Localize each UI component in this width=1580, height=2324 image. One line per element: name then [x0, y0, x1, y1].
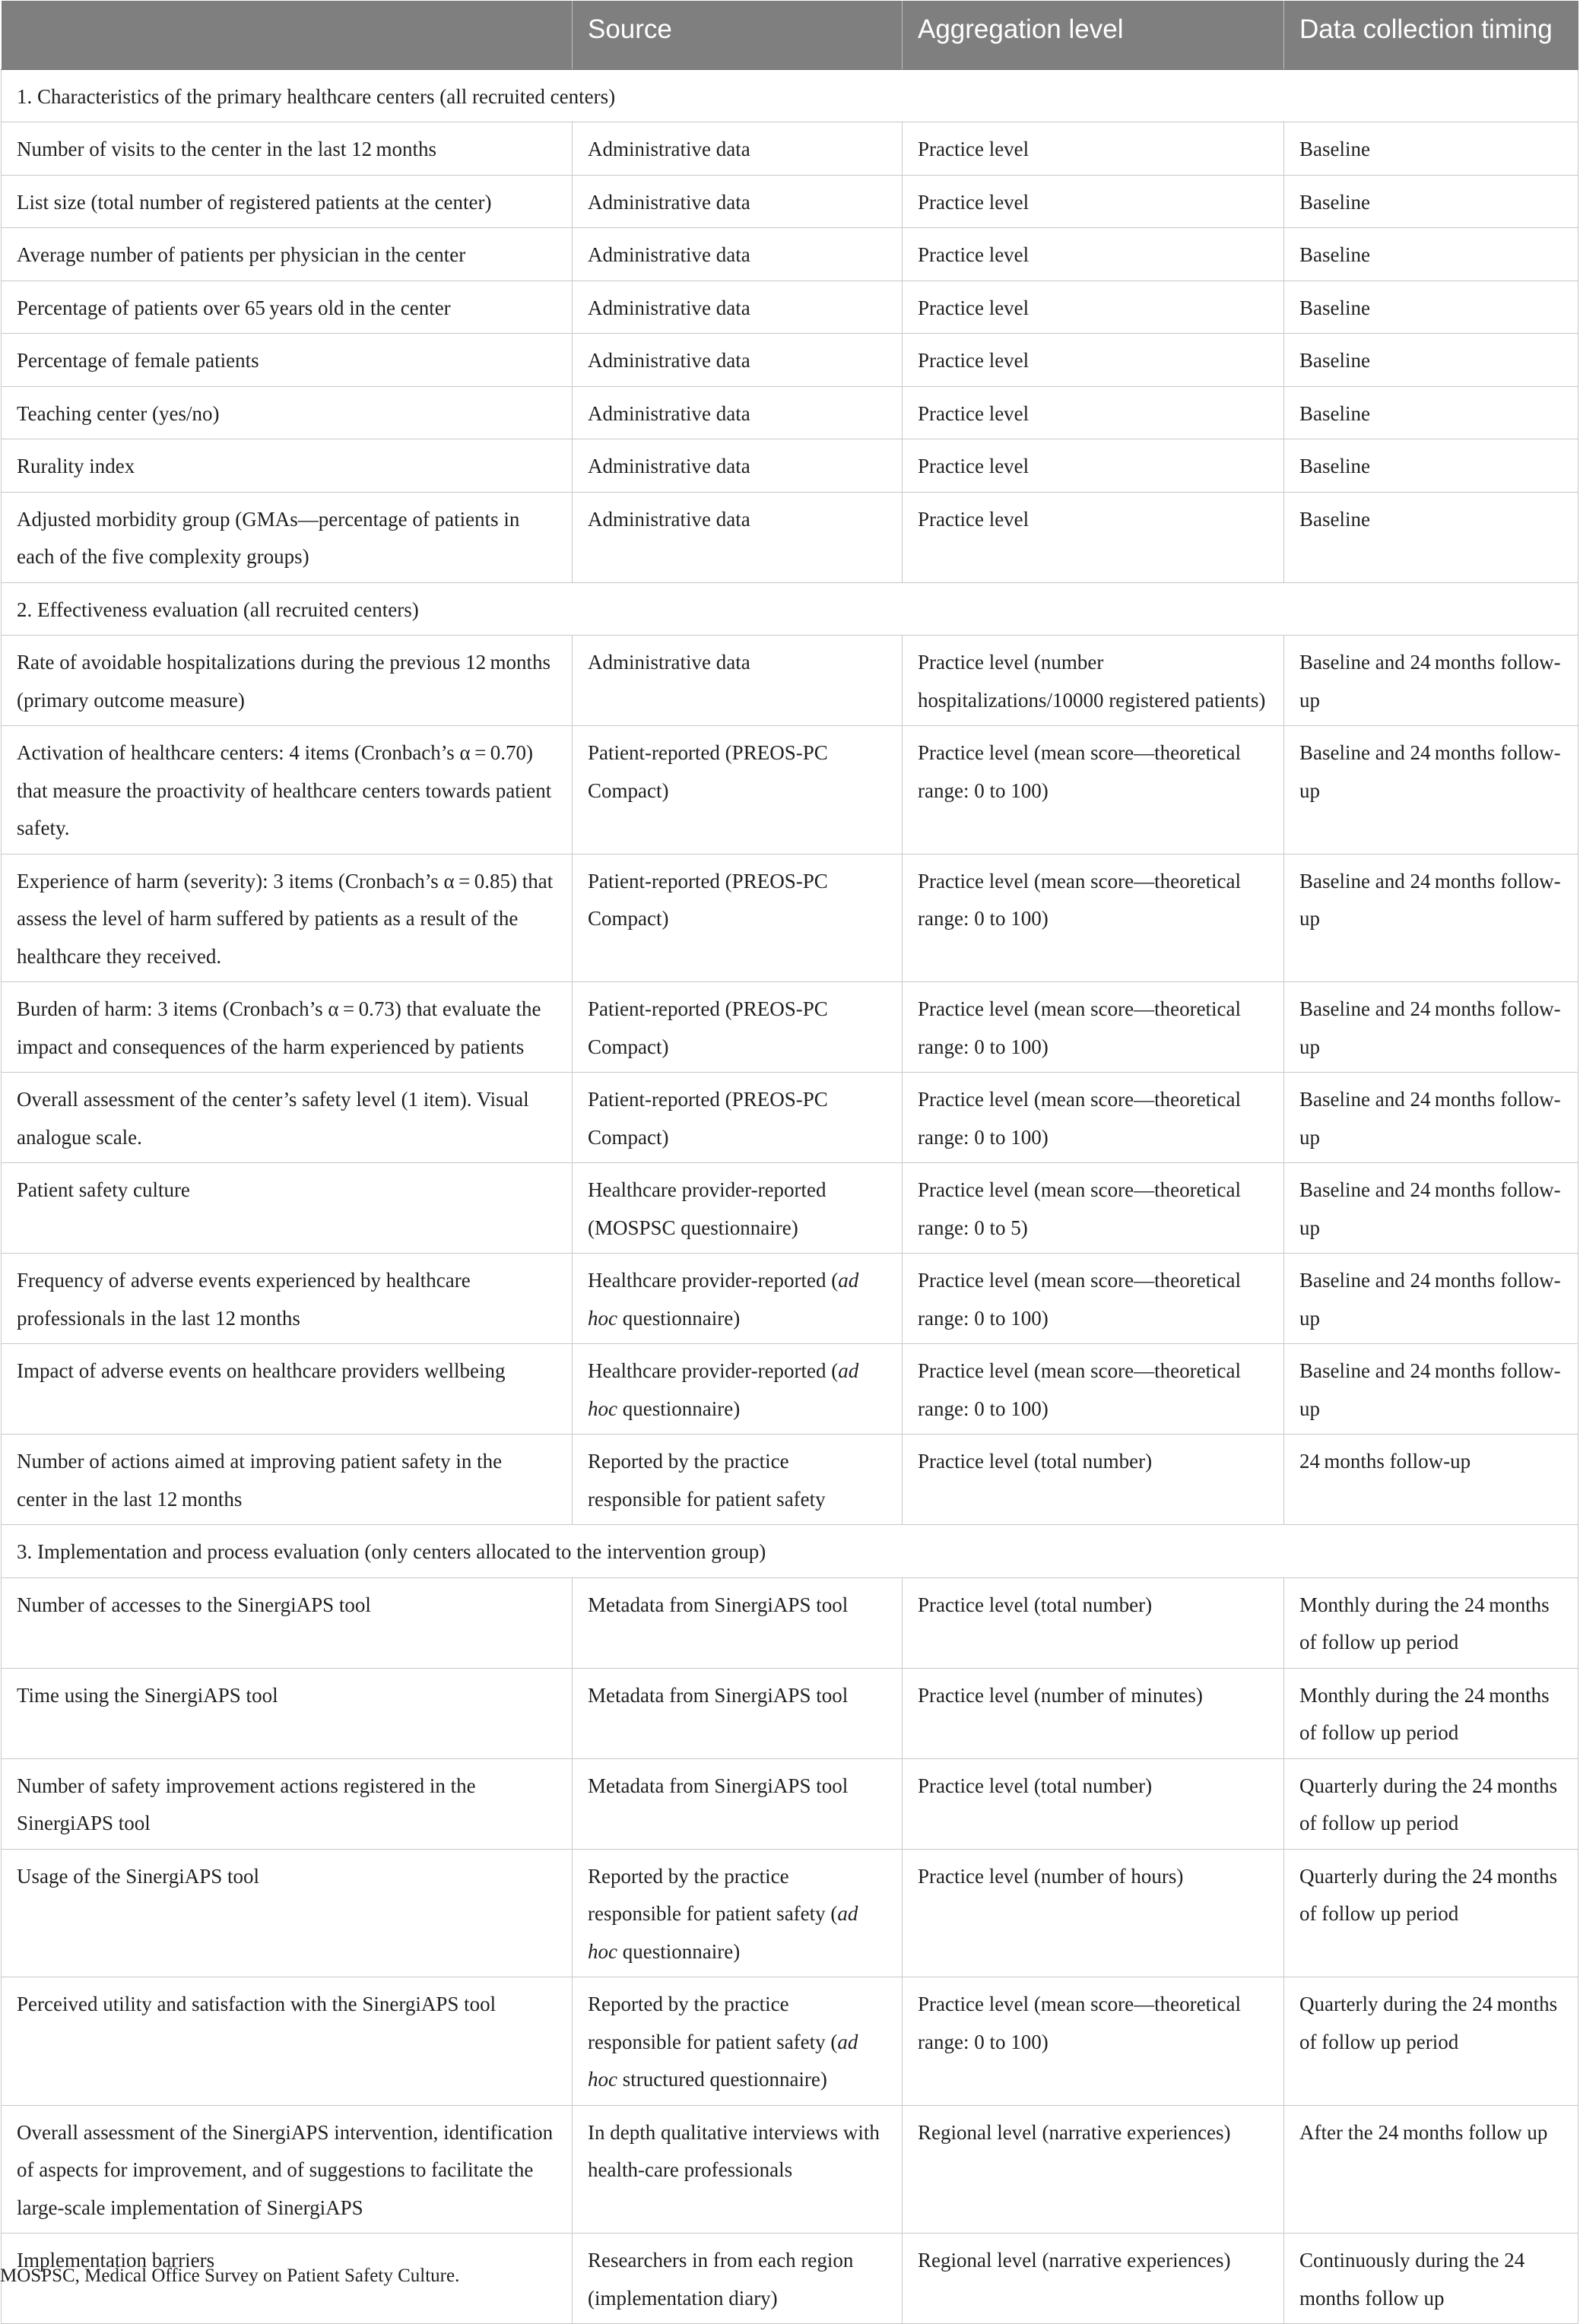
source-cell — [573, 1577, 903, 1668]
aggregation-level-cell: Regional level (narrative experiences) — [903, 2105, 1284, 2234]
aggregation-level-cell: Practice level (total number) — [903, 1758, 1284, 1849]
text-run: Patient safety culture — [17, 1178, 190, 1201]
collection-timing-cell: Continuously during the 24 months follow up — [1284, 2234, 1578, 2324]
source-cell — [573, 281, 903, 334]
aggregation-level-cell: Practice level — [903, 122, 1284, 176]
text-run: Average number of patients per physician in the center — [17, 243, 466, 266]
collection-timing-cell: Baseline and 24 months follow-up — [1284, 726, 1578, 854]
table-row — [2, 228, 1578, 281]
text-run: Metadata from SinergiAPS tool — [588, 1774, 849, 1797]
text-run: Administrative data — [588, 455, 750, 477]
table-row — [2, 726, 1578, 854]
variable-cell — [2, 982, 573, 1073]
text-run: Administrative data — [588, 243, 750, 266]
aggregation-level-cell: Practice level (total number) — [903, 1577, 1284, 1668]
collection-timing-cell: Monthly during the 24 months of follow up period — [1284, 1577, 1578, 1668]
text-run: Rate of avoidable hospitalizations during the previous 12 months (primary outcome measure) — [17, 651, 551, 712]
header-cell-source: Source — [573, 1, 903, 69]
collection-timing-cell: Baseline — [1284, 281, 1578, 334]
section-row — [2, 1525, 1578, 1578]
variable-cell — [2, 1435, 573, 1525]
variable-cell — [2, 1254, 573, 1344]
collection-timing-cell: Baseline and 24 months follow-up — [1284, 1344, 1578, 1435]
text-run: Time using the SinergiAPS tool — [17, 1683, 278, 1707]
source-cell — [573, 1849, 903, 1977]
text-run: Patient-reported (PREOS-PC Compact) — [588, 1088, 828, 1149]
text-run: Healthcare provider-reported (MOSPSC questionnaire) — [588, 1178, 826, 1239]
table-row — [2, 281, 1578, 334]
source-cell — [573, 2105, 903, 2234]
variable-cell — [2, 492, 573, 582]
table-row — [2, 175, 1578, 228]
source-cell — [573, 334, 903, 387]
variable-cell — [2, 228, 573, 281]
aggregation-level-cell: Practice level — [903, 439, 1284, 493]
text-run: Perceived utility and satisfaction with the SinergiAPS tool — [17, 1993, 497, 2015]
variable-cell — [2, 122, 573, 176]
section-title: 1. Characteristics of the primary healthcare centers (all recruited centers) — [2, 69, 1578, 122]
variable-cell — [2, 1849, 573, 1977]
italic-text: ad hoc — [588, 1269, 859, 1330]
text-run: Patient-reported (PREOS-PC Compact) — [588, 741, 828, 802]
source-cell — [573, 175, 903, 228]
aggregation-level-cell: Practice level (mean score—theoretical range: 0 to 100) — [903, 726, 1284, 854]
source-cell — [573, 726, 903, 854]
source-cell — [573, 1073, 903, 1163]
text-run: List size (total number of registered patients at the center) — [17, 190, 492, 214]
table-row — [2, 636, 1578, 726]
text-run: Percentage of female patients — [17, 349, 259, 372]
text-run: Adjusted morbidity group (GMAs—percentage of patients in each of the five complexity groups) — [17, 507, 520, 568]
text-run: questionnaire) — [617, 1306, 741, 1330]
text-run: Healthcare provider-reported ( — [588, 1359, 839, 1382]
text-run: questionnaire) — [617, 1397, 741, 1420]
source-cell — [573, 1435, 903, 1525]
text-run: Implementation barriers — [17, 2249, 215, 2272]
collection-timing-cell: Monthly during the 24 months of follow up period — [1284, 1668, 1578, 1758]
text-run: Number of accesses to the SinergiAPS tool — [17, 1593, 371, 1616]
header-cell-data-collection-timing: Data collection timing — [1284, 1, 1578, 69]
aggregation-level-cell: Practice level — [903, 175, 1284, 228]
text-run: Reported by the practice responsible for patient safety ( — [588, 1993, 838, 2053]
table-row — [2, 1344, 1578, 1435]
aggregation-level-cell: Practice level — [903, 281, 1284, 334]
section-title: 3. Implementation and process evaluation (only centers allocated to the intervention group) — [2, 1525, 1578, 1578]
variable-cell — [2, 386, 573, 439]
table-row — [2, 1977, 1578, 2106]
variable-cell — [2, 854, 573, 982]
table-row — [2, 1254, 1578, 1344]
source-cell — [573, 122, 903, 176]
collection-timing-cell: Baseline and 24 months follow-up — [1284, 636, 1578, 726]
aggregation-level-cell: Practice level — [903, 228, 1284, 281]
text-run: Teaching center (yes/no) — [17, 401, 220, 425]
text-run: Number of visits to the center in the last 12 months — [17, 138, 437, 160]
table-row — [2, 1577, 1578, 1668]
source-cell — [573, 386, 903, 439]
text-run: Reported by the practice responsible for patient safety ( — [588, 1864, 838, 1925]
variable-cell — [2, 1668, 573, 1758]
collection-timing-cell: Quarterly during the 24 months of follow up period — [1284, 1758, 1578, 1849]
text-run: structured questionnaire) — [617, 2068, 827, 2091]
text-run: Administrative data — [588, 296, 750, 319]
table-row — [2, 334, 1578, 387]
aggregation-level-cell: Practice level — [903, 492, 1284, 582]
aggregation-level-cell: Practice level — [903, 386, 1284, 439]
header-row — [2, 1, 1578, 69]
aggregation-level-cell: Practice level (mean score—theoretical range: 0 to 100) — [903, 1977, 1284, 2106]
text-run: Frequency of adverse events experienced by healthcare professionals in the last 12 months — [17, 1269, 471, 1330]
text-run: Overall assessment of the SinergiAPS intervention, identification of aspects for improvement, and of suggestions to facilitate the large-scale implementation of SinergiAPS — [17, 2120, 554, 2219]
aggregation-level-cell: Practice level (mean score—theoretical range: 0 to 100) — [903, 1344, 1284, 1435]
collection-timing-cell: Baseline and 24 months follow-up — [1284, 1254, 1578, 1344]
text-run: Usage of the SinergiAPS tool — [17, 1864, 259, 1888]
collection-timing-cell: Quarterly during the 24 months of follow up period — [1284, 1977, 1578, 2106]
header-cell-variable — [2, 1, 573, 69]
text-run: Rurality index — [17, 455, 135, 477]
aggregation-level-cell: Practice level (mean score—theoretical range: 0 to 5) — [903, 1163, 1284, 1254]
data-collection-table — [1, 1, 1578, 2324]
aggregation-level-cell: Practice level (mean score—theoretical range: 0 to 100) — [903, 1073, 1284, 1163]
source-cell — [573, 439, 903, 493]
text-run: Administrative data — [588, 138, 750, 160]
source-cell — [573, 1758, 903, 1849]
table-row — [2, 2105, 1578, 2234]
section-row — [2, 69, 1578, 122]
aggregation-level-cell: Practice level (mean score—theoretical range: 0 to 100) — [903, 982, 1284, 1073]
table-body — [2, 69, 1578, 2324]
collection-timing-cell: Baseline — [1284, 228, 1578, 281]
source-cell — [573, 1163, 903, 1254]
variable-cell — [2, 1758, 573, 1849]
table-row — [2, 386, 1578, 439]
text-run: Burden of harm: 3 items (Cronbach’s α = 0.73) that evaluate the impact and consequences of the harm experienced by patients — [17, 997, 541, 1058]
source-cell — [573, 1977, 903, 2106]
table-row — [2, 1073, 1578, 1163]
header-cell-aggregation-level: Aggregation level — [903, 1, 1284, 69]
text-run: Administrative data — [588, 190, 750, 214]
variable-cell — [2, 636, 573, 726]
source-cell — [573, 492, 903, 582]
table-row — [2, 1668, 1578, 1758]
source-cell — [573, 982, 903, 1073]
text-run: Researchers in from each region (implementation diary) — [588, 2249, 854, 2310]
text-run: Patient-reported (PREOS-PC Compact) — [588, 869, 828, 930]
table-row — [2, 1163, 1578, 1254]
text-run: Number of actions aimed at improving patient safety in the center in the last 12 months — [17, 1450, 503, 1511]
table-row — [2, 439, 1578, 493]
text-run: Reported by the practice responsible for patient safety — [588, 1450, 826, 1511]
section-row — [2, 582, 1578, 636]
variable-cell — [2, 1577, 573, 1668]
aggregation-level-cell: Practice level (total number) — [903, 1435, 1284, 1525]
collection-timing-cell: Baseline and 24 months follow-up — [1284, 854, 1578, 982]
text-run: Administrative data — [588, 651, 750, 674]
variable-cell — [2, 281, 573, 334]
variable-cell — [2, 2105, 573, 2234]
text-run: Number of safety improvement actions registered in the SinergiAPS tool — [17, 1774, 476, 1834]
table-row — [2, 1435, 1578, 1525]
text-run: Administrative data — [588, 507, 750, 531]
aggregation-level-cell: Practice level (mean score—theoretical range: 0 to 100) — [903, 854, 1284, 982]
text-run: Experience of harm (severity): 3 items (Cronbach’s α = 0.85) that assess the level of harm suffered by patients as a result of the healthcare they received. — [17, 869, 554, 968]
table-header — [2, 1, 1578, 69]
variable-cell — [2, 1073, 573, 1163]
collection-timing-cell: Baseline — [1284, 386, 1578, 439]
aggregation-level-cell: Practice level (number of hours) — [903, 1849, 1284, 1977]
text-run: Administrative data — [588, 401, 750, 425]
variable-cell — [2, 1977, 573, 2106]
text-run: Metadata from SinergiAPS tool — [588, 1683, 849, 1707]
aggregation-level-cell: Practice level — [903, 334, 1284, 387]
collection-timing-cell: Baseline and 24 months follow-up — [1284, 1163, 1578, 1254]
collection-timing-cell: Baseline — [1284, 334, 1578, 387]
text-run: Administrative data — [588, 349, 750, 372]
text-run: Overall assessment of the center’s safety level (1 item). Visual analogue scale. — [17, 1088, 529, 1149]
aggregation-level-cell: Practice level (number hospitalizations/10000 registered patients) — [903, 636, 1284, 726]
table-row — [2, 492, 1578, 582]
collection-timing-cell: Baseline — [1284, 492, 1578, 582]
aggregation-level-cell: Practice level (mean score—theoretical range: 0 to 100) — [903, 1254, 1284, 1344]
italic-text: ad hoc — [588, 1359, 859, 1420]
collection-timing-cell: After the 24 months follow up — [1284, 2105, 1578, 2234]
text-run: Activation of healthcare centers: 4 items (Cronbach’s α = 0.70) that measure the proactivity of healthcare centers towards patient safety. — [17, 741, 552, 839]
table-row — [2, 854, 1578, 982]
aggregation-level-cell: Practice level (number of minutes) — [903, 1668, 1284, 1758]
source-cell — [573, 1668, 903, 1758]
text-run: questionnaire) — [617, 1939, 741, 1963]
table-footnote: MOSPSC, Medical Office Survey on Patient Safety Culture. — [0, 2265, 460, 2286]
collection-timing-cell: Baseline — [1284, 175, 1578, 228]
source-cell — [573, 2234, 903, 2324]
aggregation-level-cell: Regional level (narrative experiences) — [903, 2234, 1284, 2324]
source-cell — [573, 1344, 903, 1435]
variable-cell — [2, 439, 573, 493]
italic-text: ad hoc — [588, 1902, 858, 1963]
text-run: Impact of adverse events on healthcare providers wellbeing — [17, 1359, 506, 1382]
collection-timing-cell: Baseline — [1284, 439, 1578, 493]
variable-cell — [2, 175, 573, 228]
source-cell — [573, 636, 903, 726]
collection-timing-cell: Baseline and 24 months follow-up — [1284, 982, 1578, 1073]
variable-cell — [2, 1344, 573, 1435]
collection-timing-cell: Quarterly during the 24 months of follow up period — [1284, 1849, 1578, 1977]
table-row — [2, 1849, 1578, 1977]
text-run: In depth qualitative interviews with health-care professionals — [588, 2120, 880, 2181]
collection-timing-cell: Baseline and 24 months follow-up — [1284, 1073, 1578, 1163]
text-run: Metadata from SinergiAPS tool — [588, 1593, 849, 1616]
italic-text: ad hoc — [588, 2030, 858, 2091]
section-title: 2. Effectiveness evaluation (all recruited centers) — [2, 582, 1578, 636]
variable-cell — [2, 1163, 573, 1254]
collection-timing-cell: 24 months follow-up — [1284, 1435, 1578, 1525]
text-run: Percentage of patients over 65 years old in the center — [17, 296, 451, 319]
variable-cell — [2, 334, 573, 387]
source-cell — [573, 228, 903, 281]
variable-cell — [2, 726, 573, 854]
source-cell — [573, 854, 903, 982]
table-row — [2, 122, 1578, 176]
table-row — [2, 1758, 1578, 1849]
collection-timing-cell: Baseline — [1284, 122, 1578, 176]
text-run: Healthcare provider-reported ( — [588, 1269, 839, 1292]
text-run: Patient-reported (PREOS-PC Compact) — [588, 997, 828, 1058]
source-cell — [573, 1254, 903, 1344]
table-row — [2, 982, 1578, 1073]
